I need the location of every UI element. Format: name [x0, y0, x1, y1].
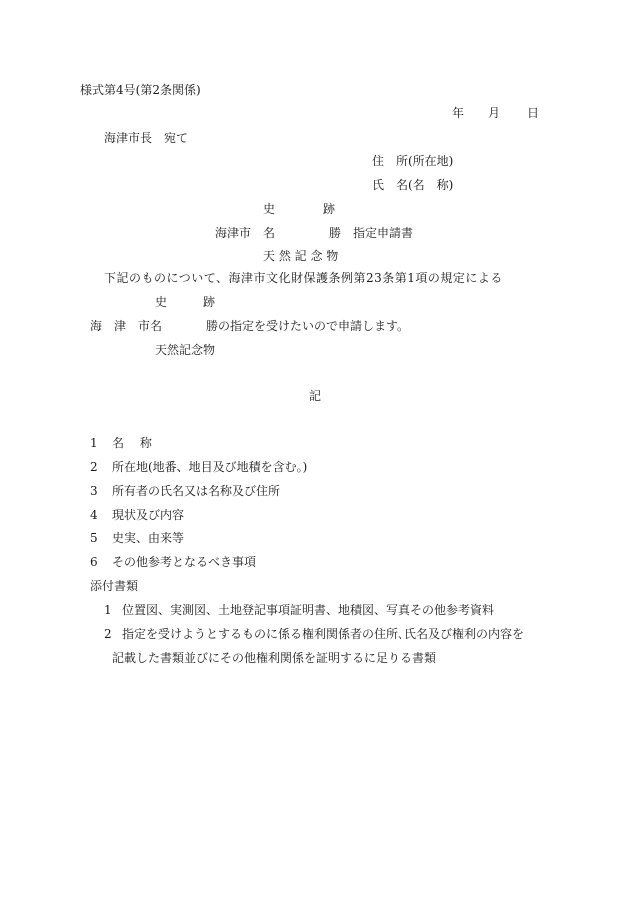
applicant-address-label: 住 所(所在地) — [372, 154, 454, 168]
attachment-1-number: 1 — [104, 603, 112, 617]
addressee: 海津市長 宛て — [104, 131, 189, 145]
form-number: 様式第4号(第2条関係) — [80, 83, 201, 97]
item-3-number: 3 — [90, 484, 98, 498]
item-3-text: 所有者の氏名又は名称及び住所 — [112, 484, 281, 498]
attachment-2-number: 2 — [104, 627, 112, 641]
item-5-number: 5 — [90, 531, 98, 545]
date-year-label: 年 — [452, 106, 465, 120]
applicant-name-label: 氏 名(名 称) — [372, 178, 454, 192]
item-2-text: 所在地(地番、地目及び地積を含む。) — [112, 460, 308, 474]
record-heading: 記 — [309, 389, 322, 403]
body-item-prefix: 海 津 市名 — [90, 319, 163, 333]
attachment-1-text: 位置図、実測図、土地登記事項証明書、地積図、写真その他参考資料 — [122, 603, 495, 617]
item-1-number: 1 — [90, 436, 98, 450]
date-day-label: 日 — [527, 106, 540, 120]
body-item-suffix: 勝の指定を受けたいので申請します。 — [206, 319, 410, 333]
attachment-2-continuation: 記載した書類並びにその他権利関係を証明するに足りる書類 — [112, 651, 437, 665]
body-item-historic-site: 史 跡 — [155, 295, 216, 309]
item-1-text: 名 称 — [112, 436, 152, 450]
item-5-text: 史実、由来等 — [112, 531, 185, 545]
item-6-number: 6 — [90, 555, 98, 569]
attachments-heading: 添付書類 — [90, 579, 139, 593]
body-paragraph-line1: 下記のものについて、海津市文化財保護条例第23条第1項の規定による — [104, 271, 503, 285]
attachment-2-text: 指定を受けようとするものに係る権利関係者の住所､氏名及び権利の内容を — [122, 627, 525, 641]
title-historic-site: 史 跡 — [263, 202, 336, 216]
date-month-label: 月 — [488, 106, 501, 120]
item-2-number: 2 — [90, 460, 98, 474]
title-application-suffix: 勝 指定申請書 — [329, 226, 414, 240]
item-4-text: 現状及び内容 — [112, 508, 185, 522]
item-6-text: その他参考となるべき事項 — [112, 555, 257, 569]
title-city-name-prefix: 海津市 名 — [215, 226, 276, 240]
title-natural-monument: 天 然 記 念 物 — [263, 249, 339, 263]
item-4-number: 4 — [90, 508, 98, 522]
body-item-natural-monument: 天然記念物 — [155, 343, 216, 357]
